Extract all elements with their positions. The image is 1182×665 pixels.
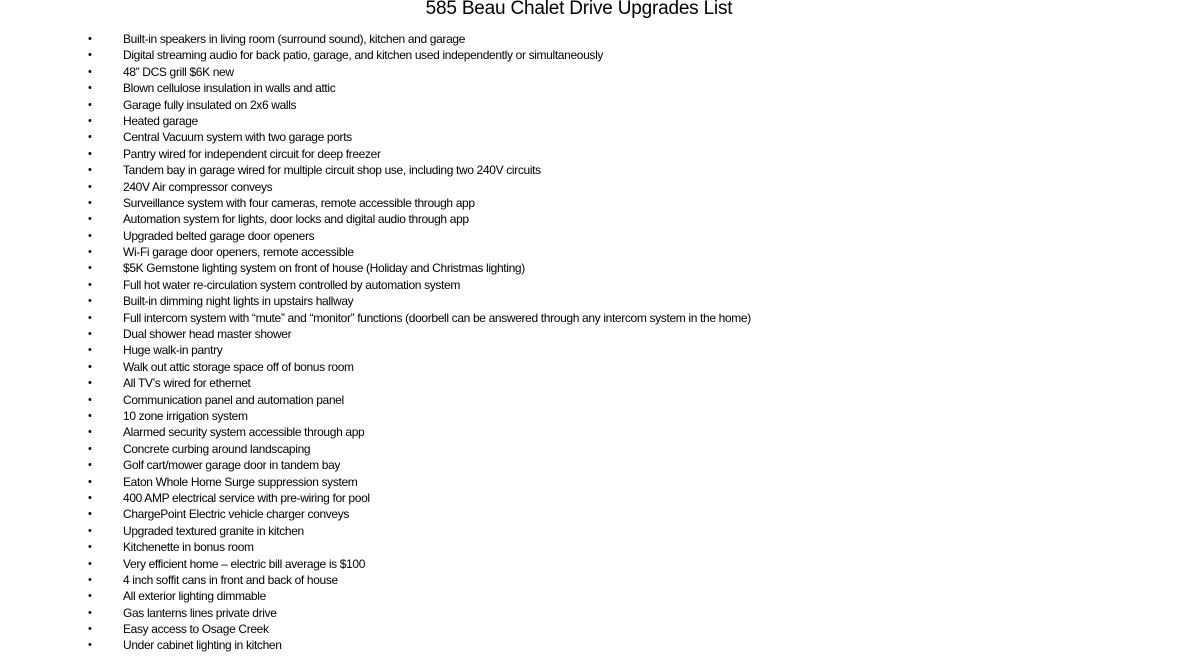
list-item-text: Wi-Fi garage door openers, remote accessible [123, 245, 354, 260]
bullet-icon: • [88, 508, 92, 521]
list-item-text: All exterior lighting dimmable [123, 589, 266, 604]
bullet-icon: • [88, 147, 92, 160]
bullet-icon: • [88, 246, 92, 259]
list-item-text: Pantry wired for independent circuit for deep freezer [123, 146, 381, 161]
list-item-text: Golf cart/mower garage door in tandem bay [123, 458, 341, 473]
list-item-text: Under cabinet lighting in kitchen [123, 638, 282, 653]
list-item-text: Kitchenette in bonus room [123, 540, 254, 555]
bullet-icon: • [88, 393, 92, 406]
list-item-text: 10 zone irrigation system [123, 408, 248, 423]
list-item-text: Eaton Whole Home Surge suppression system [123, 474, 358, 489]
bullet-icon: • [88, 491, 92, 504]
bullet-icon: • [88, 98, 92, 111]
bullet-icon: • [88, 606, 92, 619]
list-item-text: Full hot water re-circulation system controlled by automation system [123, 277, 461, 292]
list-item-text: Tandem bay in garage wired for multiple circuit shop use, including two 240V circuits [123, 163, 541, 178]
list-item-text: Heated garage [123, 113, 198, 128]
bullet-icon: • [88, 131, 92, 144]
bullet-icon: • [88, 573, 92, 586]
list-item-text: Digital streaming audio for back patio, garage, and kitchen used independently or simultaneously [123, 48, 604, 63]
list-item-text: Communication panel and automation panel [123, 392, 344, 407]
bullet-icon: • [88, 196, 92, 209]
list-item-text: ChargePoint Electric vehicle charger conveys [123, 507, 350, 522]
list-item-text: 240V Air compressor conveys [123, 179, 273, 194]
bullet-icon: • [88, 524, 92, 537]
list-item-text: Central Vacuum system with two garage ports [123, 130, 352, 145]
bullet-icon: • [88, 557, 92, 570]
bullet-icon: • [88, 623, 92, 636]
list-item-text: All TV’s wired for ethernet [123, 376, 251, 391]
bullet-icon: • [88, 328, 92, 341]
list-item-text: $5K Gemstone lighting system on front of house (Holiday and Christmas lighting) [123, 261, 525, 276]
bullet-icon: • [88, 49, 92, 62]
list-item-text: Surveillance system with four cameras, remote accessible through app [123, 195, 475, 210]
bullet-icon: • [88, 164, 92, 177]
bullet-icon: • [88, 229, 92, 242]
list-item-text: Garage fully insulated on 2x6 walls [123, 97, 297, 112]
bullet-icon: • [88, 311, 92, 324]
list-item-text: Automation system for lights, door locks and digital audio through app [123, 212, 469, 227]
list-item-text: Concrete curbing around landscaping [123, 441, 311, 456]
bullet-icon: • [88, 295, 92, 308]
bullet-icon: • [88, 377, 92, 390]
bullet-icon: • [88, 278, 92, 291]
bullet-icon: • [88, 475, 92, 488]
list-item-text: Huge walk-in pantry [123, 343, 223, 358]
bullet-icon: • [88, 442, 92, 455]
list-item-text: Easy access to Osage Creek [123, 622, 269, 637]
document-title: 585 Beau Chalet Drive Upgrades List [425, 0, 733, 19]
list-item-text: Upgraded belted garage door openers [123, 228, 315, 243]
list-item-text: Very efficient home – electric bill average is $100 [123, 556, 366, 571]
bullet-icon: • [88, 360, 92, 373]
bullet-icon: • [88, 180, 92, 193]
bullet-icon: • [88, 541, 92, 554]
bullet-icon: • [88, 590, 92, 603]
bullet-icon: • [88, 213, 92, 226]
list-item-text: Built-in speakers in living room (surround sound), kitchen and garage [123, 32, 466, 46]
list-item-text: 48” DCS grill $6K new [123, 64, 234, 79]
list-item-text: 400 AMP electrical service with pre-wiring for pool [123, 490, 370, 505]
list-item-text: Blown cellulose insulation in walls and attic [123, 81, 336, 96]
list-item-text: Dual shower head master shower [123, 327, 292, 342]
bullet-icon: • [88, 114, 92, 127]
list-item-text: Built-in dimming night lights in upstairs hallway [123, 294, 354, 309]
bullet-icon: • [88, 639, 92, 652]
bullet-icon: • [88, 82, 92, 95]
list-item-text: Gas lanterns lines private drive [123, 605, 277, 620]
bullet-icon: • [88, 426, 92, 439]
bullet-icon: • [88, 65, 92, 78]
list-item-text: Walk out attic storage space off of bonus room [123, 359, 354, 374]
list-item-text: Upgraded textured granite in kitchen [123, 523, 304, 538]
bullet-icon: • [88, 262, 92, 275]
bullet-icon: • [88, 409, 92, 422]
list-item-text: Alarmed security system accessible through app [123, 425, 365, 440]
bullet-icon: • [88, 344, 92, 357]
bullet-icon: • [88, 33, 92, 45]
list-item-text: 4 inch soffit cans in front and back of house [123, 572, 338, 587]
list-item-text: Full intercom system with “mute” and “monitor” functions (doorbell can be answered through any intercom system in the home) [123, 310, 751, 325]
bullet-icon: • [88, 459, 92, 472]
